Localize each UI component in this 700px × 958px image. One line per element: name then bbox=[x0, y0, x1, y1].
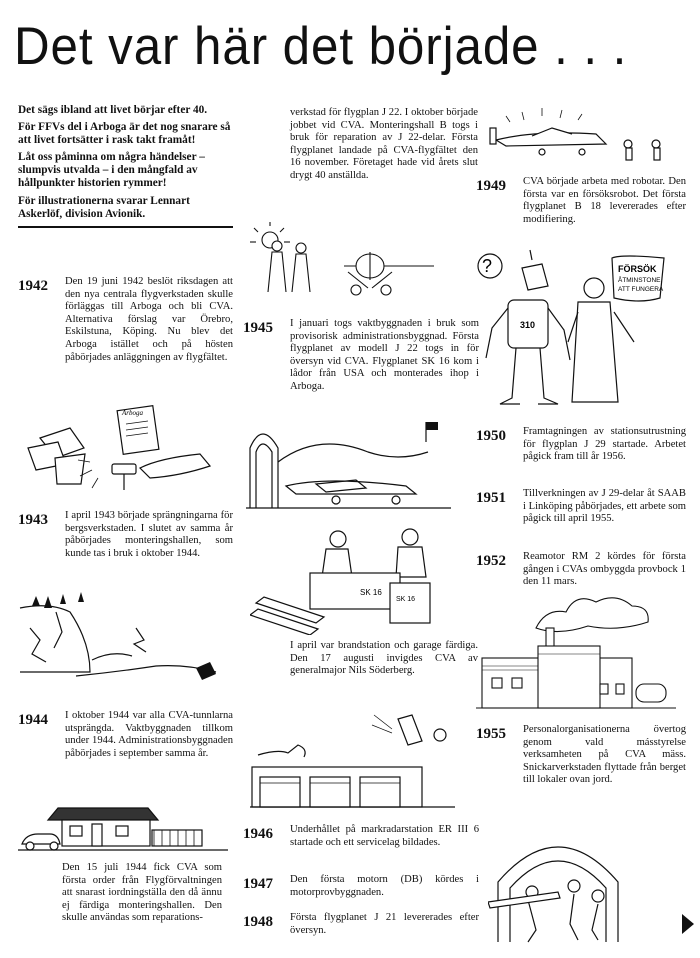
entry-1950 bbox=[476, 426, 686, 464]
entry-text: Den 19 juni 1942 beslöt riksdagen att den nya centrala flygverkstaden skulle förläggas till Arboga och bli CVA. Alternativa förslag var Örebro, Eskilstuna, Köping. Nu blev det Arboga istället och på hösten påbörjades anläggningen av flygfältet. bbox=[65, 276, 233, 363]
entry-text: Framtagningen av stationsutrustning för flygplan J 29 startade. Arbetet pågick fram till år 1956. bbox=[523, 426, 686, 463]
illustration-blasting bbox=[16, 588, 221, 693]
entry-text: I april 1943 började sprängningarna för bergsverkstaden. I slutet av samma år påbörjades monteringshallen, som kunde tas i bruk i oktober 1944. bbox=[65, 510, 233, 559]
year-label: 1955 bbox=[476, 726, 506, 742]
illustration-airplane bbox=[482, 104, 682, 168]
year-label: 1949 bbox=[476, 178, 506, 194]
entry-1944-continued: verkstad för flygplan J 22. I oktober började jobbet vid CVA. Monteringshall B togs i bruk för reparation av J 22-delar. Första flygplanet landade på CVA-flygfältet den 16 november. Företaget hade vid årets slut drygt 40 anställda. bbox=[290, 107, 478, 181]
intro-credit: För illustrationerna svarar Lennart Askerlöf, division Avionik. bbox=[18, 194, 190, 220]
entry-text: Den första motorn (DB) kördes i motorprovbyggnaden. bbox=[290, 874, 479, 898]
illustration-decision bbox=[20, 398, 230, 498]
entry-1949 bbox=[476, 176, 686, 226]
crate-label: SK 16 bbox=[360, 588, 382, 597]
year-label: 1943 bbox=[18, 512, 48, 528]
illustration-first-landing bbox=[248, 222, 458, 312]
entry-text: Tillverkningen av J 29-delar åt SAAB i Linköping påbörjades, ett arbete som pågick till april 1955. bbox=[523, 488, 686, 525]
intro-paragraph: För FFVs del i Arboga är det nog snarare så att livet fortsätter i rask takt framåt! bbox=[18, 121, 231, 147]
entry-1952 bbox=[476, 551, 686, 589]
illustration-test-bed bbox=[476, 588, 686, 713]
entry-1943 bbox=[18, 510, 233, 560]
year-label: 1947 bbox=[243, 876, 273, 892]
intro-paragraph: Låt oss påminna om några händelser – slumpvis utvalda – i den mångfald av hållpunkter historien rymmer! bbox=[18, 151, 205, 190]
entry-text: Reamotor RM 2 kördes för första gången i CVAs ombyggda provbock 1 den 11 mars. bbox=[523, 551, 686, 588]
illustration-crates bbox=[250, 525, 455, 635]
sign-text: FÖRSÖK bbox=[618, 264, 657, 274]
crate-label: SK 16 bbox=[396, 596, 416, 603]
illustration-guardhouse bbox=[18, 790, 233, 860]
svg-text:?: ? bbox=[482, 256, 493, 276]
year-label: 1942 bbox=[18, 278, 48, 294]
entry-1944-order: Den 15 juli 1944 fick CVA som första order från Flygförvaltningen att snarast iordningställa den då ännu ej färdiga monteringshallen. Den skulle användas som reparations- bbox=[62, 862, 222, 924]
column-left bbox=[18, 104, 233, 228]
entry-1946 bbox=[243, 824, 479, 849]
illustration-robot bbox=[474, 248, 684, 413]
entry-text: I januari togs vaktbyggnaden i bruk som provisorisk administrationsbyggnad. Första flygplanet av modell J 22 togs in för översyn vid CVA. Flygplanet SK 16 kom i lådor från USA och monterades ihop i Arboga. bbox=[290, 318, 479, 392]
page-title: Det var här det började . . . bbox=[14, 17, 628, 76]
year-label: 1945 bbox=[243, 320, 273, 336]
year-label: 1946 bbox=[243, 826, 273, 842]
entry-1951 bbox=[476, 488, 686, 526]
entry-1948 bbox=[243, 912, 479, 937]
entry-text: Underhållet på markradarstation ER III 6 startade och ett servicelag bildades. bbox=[290, 824, 479, 848]
entry-1945 bbox=[243, 318, 479, 394]
paper-label: Arboga bbox=[122, 409, 143, 417]
entry-1955 bbox=[476, 724, 686, 787]
year-label: 1944 bbox=[18, 712, 48, 728]
year-label: 1951 bbox=[476, 490, 506, 506]
year-label: 1952 bbox=[476, 553, 506, 569]
entry-text: Första flygplanet J 21 levererades efter översyn. bbox=[290, 912, 479, 936]
entry-1942 bbox=[18, 276, 233, 364]
illustration-fire-station bbox=[250, 705, 455, 813]
illustration-tunnel-aircraft bbox=[246, 412, 456, 517]
year-label: 1950 bbox=[476, 428, 506, 444]
intro-text bbox=[18, 104, 233, 228]
robot-label: 310 bbox=[520, 320, 536, 330]
entry-text: I oktober 1944 var alla CVA-tunnlarna utsprängda. Vaktbyggnaden tillkom under 1944. Administrationsbyggnaden påbörjades i september samma år. bbox=[65, 710, 233, 759]
intro-paragraph: Det sägs ibland att livet börjar efter 40. bbox=[18, 104, 208, 116]
entry-text: Personalorganisationerna övertog genom vald másstyrelse verksamheten på CVA mäss. Snickarverkstaden flyttade från berget till lokaler ovan jord. bbox=[523, 724, 686, 786]
year-label: 1948 bbox=[243, 914, 273, 930]
entry-text: CVA började arbeta med robotar. Den första var en försöksrobot. Det första flygplanet B 18 levererades efter modifiering. bbox=[523, 176, 686, 225]
illustration-carpenters bbox=[488, 830, 638, 946]
entry-1947 bbox=[243, 874, 479, 899]
sign-text: ÅTMINSTONE bbox=[618, 277, 661, 284]
divider bbox=[18, 226, 233, 228]
entry-1945-april: I april var brandstation och garage färdiga. Den 17 augusti invigdes CVA av generalmajor Nils Söderberg. bbox=[290, 640, 478, 677]
entry-1944 bbox=[18, 710, 233, 760]
sign-text: ATT FUNGERA bbox=[618, 286, 664, 293]
next-page-arrow-icon bbox=[682, 914, 694, 934]
